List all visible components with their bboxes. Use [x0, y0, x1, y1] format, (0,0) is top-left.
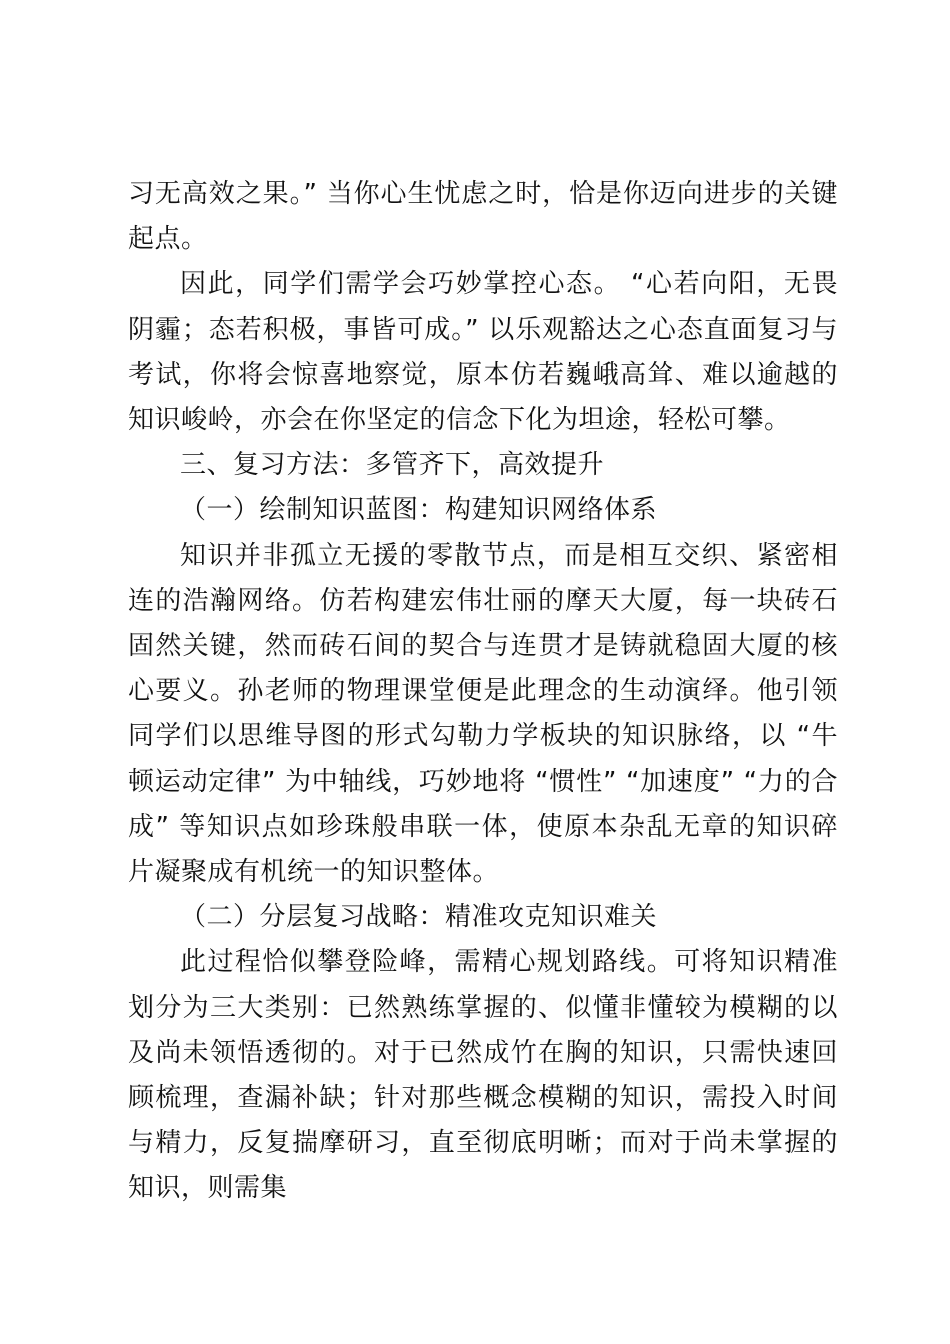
section-heading: 三、复习方法：多管齐下，高效提升	[180, 450, 605, 481]
paragraph: 知识并非孤立无援的零散节点，而是相互交织、紧密相连的浩瀚网络。仿若构建宏伟壮丽的摩天大厦，每一块砖石固然关键，然而砖石间的契合与连贯才是铸就稳固大厦的核心要义。孙老师的物理课堂便是此理念的生动演绎。他引领同学们以思维导图的形式勾勒力学板块的知识脉络，以 “牛顿运动定律” 为中轴线，巧妙地将 “惯性” “加速度” “力的合成” 等知识点如珍珠般串联一体，使原本杂乱无章的知识碎片凝聚成有机统一的知识整体。	[128, 540, 838, 888]
paragraph: 因此，同学们需学会巧妙掌控心态。 “心若向阳，无畏阴霾；态若积极，事皆可成。” 以乐观豁达之心态直面复习与考试，你将会惊喜地察觉，原本仿若巍峨高耸、难以逾越的知识峻岭，亦会在你坚定的信念下化为坦途，轻松可攀。	[128, 269, 838, 436]
paragraph: 此过程恰似攀登险峰，需精心规划路线。可将知识精准划分为三大类别：已然熟练掌握的、似懂非懂较为模糊的以及尚未领悟透彻的。对于已然成竹在胸的知识，只需快速回顾梳理，查漏补缺；针对那些概念模糊的知识，需投入时间与精力，反复揣摩研习，直至彻底明晰；而对于尚未掌握的知识，则需集	[128, 947, 838, 1204]
subsection-heading: （一）绘制知识蓝图：构建知识网络体系	[180, 495, 658, 526]
document-body	[128, 172, 838, 1212]
subsection-heading: （二）分层复习战略：精准攻克知识难关	[180, 902, 658, 933]
paragraph: 习无高效之果。” 当你心生忧虑之时，恰是你迈向进步的关键起点。	[128, 179, 838, 255]
